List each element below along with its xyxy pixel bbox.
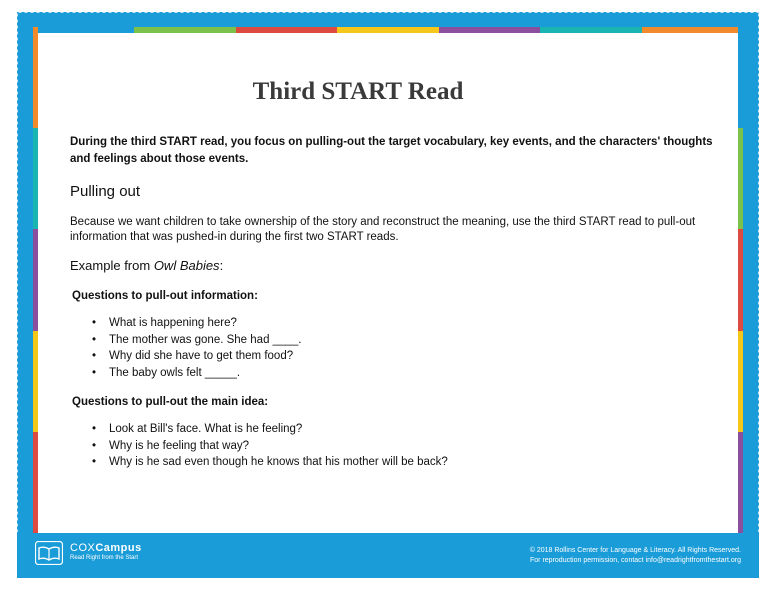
- list-item: • Why is he sad even though he knows that his mother will be back?: [92, 456, 448, 468]
- list-item: • Why is he feeling that way?: [92, 439, 249, 452]
- example-heading: Example from Owl Babies:: [70, 258, 224, 273]
- scalloped-edge-left: [15, 12, 21, 532]
- intro-text: During the third START read, you focus on pulling-out the target vocabulary, key events, and the characters' thoughts and feelings about those events.: [70, 136, 713, 165]
- footer-copyright: © 2018 Rollins Center for Language & Literacy. All Rights Reserved. For reproduction permission, contact info@readrightfromthestart.org: [529, 547, 741, 564]
- book-title: Owl Babies: [153, 258, 220, 273]
- questions-info-heading: Questions to pull-out information:: [72, 290, 258, 302]
- questions-info-list: [92, 315, 301, 381]
- scalloped-edge-top: [17, 10, 759, 16]
- section-paragraph: Because we want children to take ownership of the story and reconstruct the meaning, use the third START read to pull-out information that was pushed-in during the first two START reads.: [70, 216, 696, 243]
- list-item: • Look at Bill's face. What is he feeling?: [92, 423, 303, 435]
- list-item: • The baby owls felt _____.: [92, 366, 241, 379]
- color-stripe-top: [33, 27, 743, 33]
- scalloped-edge-right: [755, 12, 761, 532]
- color-stripe-right: [738, 27, 743, 533]
- questions-main-list: [92, 421, 448, 471]
- list-item: • Why did she have to get them food?: [92, 350, 294, 362]
- cox-campus-logo: COXCampus Read Right from the Start: [70, 542, 142, 561]
- page-title: Third START Read: [252, 78, 464, 105]
- questions-main-heading: Questions to pull-out the main idea:: [72, 396, 269, 408]
- list-item: • The mother was gone. She had ____.: [92, 333, 302, 346]
- section-heading: Pulling out: [70, 183, 141, 200]
- brand-tagline: Read Right from the Start: [70, 555, 139, 561]
- list-item: • What is happening here?: [92, 317, 237, 329]
- color-stripe-left: [33, 27, 38, 533]
- open-book-icon: [35, 541, 63, 565]
